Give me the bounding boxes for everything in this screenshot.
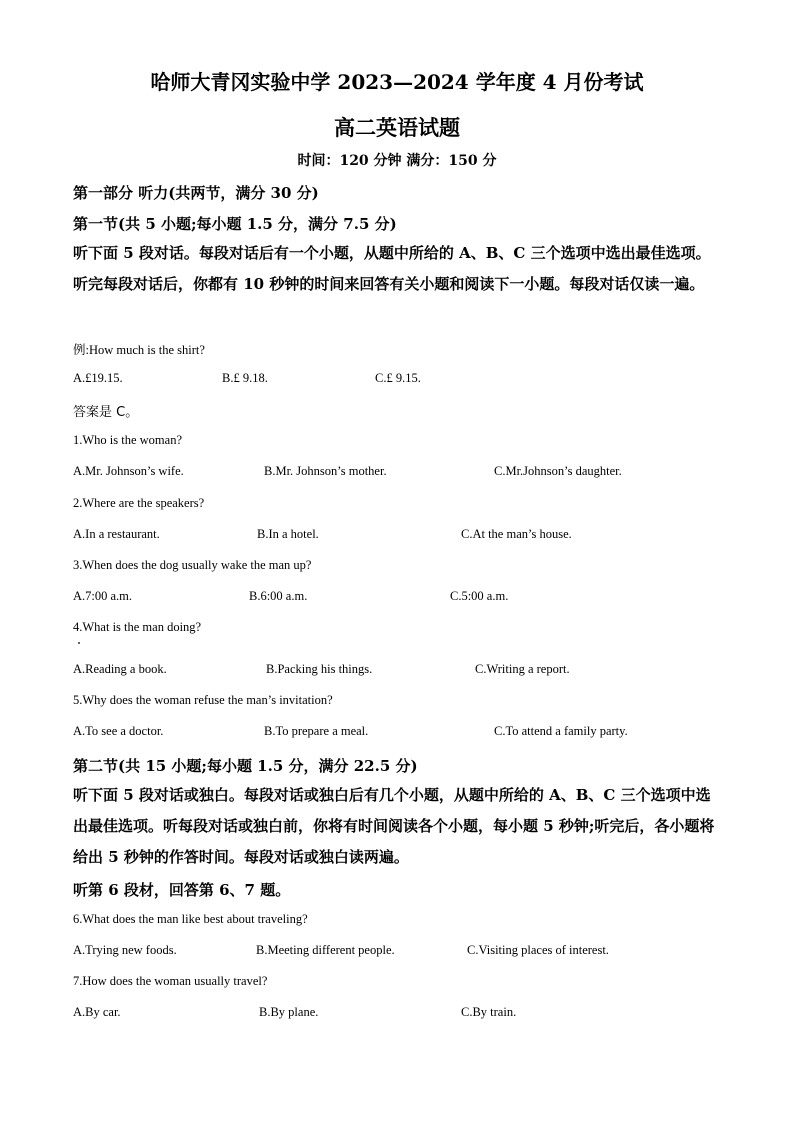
section2-instruction: 听下面 5 段对话或独白。每段对话或独白后有几个小题，从题中所给的 A、B、C 三个选项中选出最佳选项。听每段对话或独白前，你将有时间阅读各个小题，每小题 5 秒钟;听完后，各小题将给出 5 秒钟的作答时间。每段对话或独白读两遍。 — [73, 786, 715, 866]
section1-instruction: 听下面 5 段对话。每段对话后有一个小题，从题中所给的 A、B、C 三个选项中选出最佳选项。听完每段对话后，你都有 10 秒钟的时间来回答有关小题和阅读下一小题。每段对话仅读一遍。 — [73, 244, 711, 293]
q4-option-a: A.Reading a book. — [73, 662, 167, 676]
section2-heading: 第二节(共 15 小题;每小题 1.5 分，满分 22.5 分) — [73, 757, 418, 775]
q2-option-b: B.In a hotel. — [257, 527, 319, 541]
q1-option-a: A.Mr. Johnson’s wife. — [73, 464, 184, 478]
question-7: 7.How does the woman usually travel? — [73, 974, 268, 988]
q3-option-a: A.7:00 a.m. — [73, 589, 133, 603]
example-option-a: A.£19.15. — [73, 371, 123, 385]
time-score-line: 时间：120 分钟 满分：150 分 — [297, 153, 497, 169]
question-1: 1.Who is the woman? — [73, 433, 183, 447]
section1-heading: 第一节(共 5 小题;每小题 1.5 分，满分 7.5 分) — [73, 215, 397, 233]
q4-option-c: C.Writing a report. — [475, 662, 570, 676]
q4-option-b: B.Packing his things. — [266, 662, 373, 676]
question-3: 3.When does the dog usually wake the man up? — [73, 558, 312, 572]
q5-option-a: A.To see a doctor. — [73, 724, 164, 738]
q1-option-b: B.Mr. Johnson’s mother. — [264, 464, 387, 478]
example-answer: 答案是 C。 — [73, 405, 139, 420]
question-2: 2.Where are the speakers? — [73, 496, 205, 510]
stray-dot-mark — [78, 642, 80, 644]
subject-title: 高二英语试题 — [334, 115, 460, 140]
q6-option-b: B.Meeting different people. — [256, 943, 395, 957]
q1-option-c: C.Mr.Johnson’s daughter. — [494, 464, 622, 478]
q7-option-a: A.By car. — [73, 1005, 121, 1019]
q7-option-b: B.By plane. — [259, 1005, 319, 1019]
q6-option-a: A.Trying new foods. — [73, 943, 177, 957]
question-6: 6.What does the man like best about traveling? — [73, 912, 308, 926]
q7-option-c: C.By train. — [461, 1005, 517, 1019]
q5-option-b: B.To prepare a meal. — [264, 724, 369, 738]
q2-option-a: A.In a restaurant. — [73, 527, 160, 541]
part1-heading: 第一部分 听力(共两节，满分 30 分) — [73, 184, 319, 202]
q3-option-c: C.5:00 a.m. — [450, 589, 509, 603]
example-option-b: B.£ 9.18. — [222, 371, 268, 385]
material-6-heading: 听第 6 段材，回答第 6、7 题。 — [73, 881, 291, 899]
q2-option-c: C.At the man’s house. — [461, 527, 572, 541]
question-4: 4.What is the man doing? — [73, 620, 202, 634]
q6-option-c: C.Visiting places of interest. — [467, 943, 609, 957]
q5-option-c: C.To attend a family party. — [494, 724, 628, 738]
q3-option-b: B.6:00 a.m. — [249, 589, 308, 603]
school-title: 哈师大青冈实验中学 2023—2024 学年度 4 月份考试 — [150, 70, 644, 94]
question-5: 5.Why does the woman refuse the man’s invitation? — [73, 693, 333, 707]
example-option-c: C.£ 9.15. — [375, 371, 421, 385]
example-question: 例:How much is the shirt? — [73, 343, 205, 357]
